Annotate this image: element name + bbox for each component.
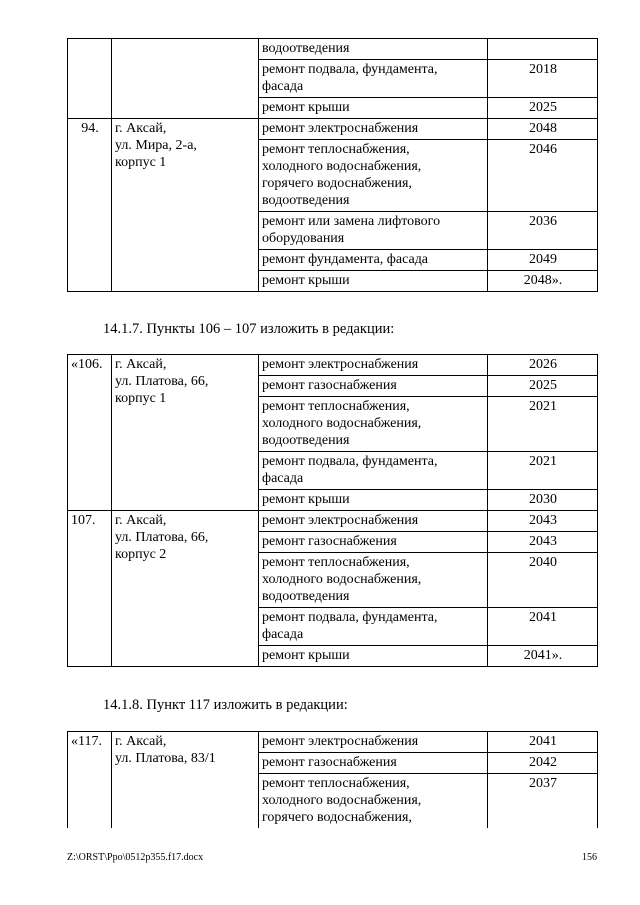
work-type: ремонт газоснабжения — [259, 532, 488, 553]
row-number — [68, 39, 112, 119]
row-address: г. Аксай, ул. Мира, 2-а, корпус 1 — [112, 119, 259, 292]
work-type: ремонт газоснабжения — [259, 376, 488, 397]
work-year: 2018 — [488, 60, 598, 98]
work-year: 2041 — [488, 608, 598, 646]
work-type: ремонт крыши — [259, 646, 488, 667]
work-year — [488, 39, 598, 60]
work-type: ремонт крыши — [259, 490, 488, 511]
table-item-117 — [67, 731, 598, 828]
work-year: 2025 — [488, 98, 598, 119]
work-year: 2021 — [488, 452, 598, 490]
work-type: водоотведения — [259, 39, 488, 60]
table-body — [68, 355, 598, 667]
row-address — [112, 39, 259, 119]
work-type: ремонт подвала, фундамента, фасада — [259, 452, 488, 490]
row-address: г. Аксай, ул. Платова, 83/1 — [112, 732, 259, 829]
table-body — [68, 732, 598, 829]
work-type: ремонт теплоснабжения, холодного водоснабжения, горячего водоснабжения, водоотведения — [259, 140, 488, 212]
work-year: 2043 — [488, 532, 598, 553]
work-type: ремонт электроснабжения — [259, 732, 488, 753]
work-year: 2042 — [488, 753, 598, 774]
work-year: 2048 — [488, 119, 598, 140]
work-year: 2040 — [488, 553, 598, 608]
work-type: ремонт крыши — [259, 271, 488, 292]
row-number: «106. — [68, 355, 112, 511]
table-row — [68, 39, 598, 60]
row-number: «117. — [68, 732, 112, 829]
row-address: г. Аксай, ул. Платова, 66, корпус 1 — [112, 355, 259, 511]
work-year: 2037 — [488, 774, 598, 829]
row-number: 94. — [68, 119, 112, 292]
work-year: 2036 — [488, 212, 598, 250]
work-type: ремонт теплоснабжения, холодного водоснабжения, горячего водоснабжения, — [259, 774, 488, 829]
footer-file-path: Z:\ORST\Ppo\0512p355.f17.docx — [67, 852, 204, 863]
work-year: 2048». — [488, 271, 598, 292]
work-type: ремонт электроснабжения — [259, 119, 488, 140]
table-body — [68, 39, 598, 292]
work-type: ремонт или замена лифтового оборудования — [259, 212, 488, 250]
work-year: 2041 — [488, 732, 598, 753]
table-row — [68, 511, 598, 532]
work-year: 2046 — [488, 140, 598, 212]
work-type: ремонт крыши — [259, 98, 488, 119]
work-type: ремонт подвала, фундамента, фасада — [259, 608, 488, 646]
footer-page-number: 156 — [582, 852, 597, 863]
work-year: 2025 — [488, 376, 598, 397]
work-type: ремонт теплоснабжения, холодного водоснабжения, водоотведения — [259, 553, 488, 608]
work-type: ремонт электроснабжения — [259, 511, 488, 532]
row-address: г. Аксай, ул. Платова, 66, корпус 2 — [112, 511, 259, 667]
table-row — [68, 355, 598, 376]
table-continuation — [67, 38, 598, 292]
work-type: ремонт теплоснабжения, холодного водоснабжения, водоотведения — [259, 397, 488, 452]
work-year: 2030 — [488, 490, 598, 511]
work-year: 2021 — [488, 397, 598, 452]
table-items-106-107 — [67, 354, 598, 667]
work-year: 2043 — [488, 511, 598, 532]
work-year: 2026 — [488, 355, 598, 376]
work-type: ремонт газоснабжения — [259, 753, 488, 774]
work-year: 2049 — [488, 250, 598, 271]
work-year: 2041». — [488, 646, 598, 667]
work-type: ремонт электроснабжения — [259, 355, 488, 376]
work-type: ремонт фундамента, фасада — [259, 250, 488, 271]
work-type: ремонт подвала, фундамента, фасада — [259, 60, 488, 98]
paragraph-14-1-7: 14.1.7. Пункты 106 – 107 изложить в редакции: — [103, 321, 395, 337]
table-row — [68, 732, 598, 753]
paragraph-14-1-8: 14.1.8. Пункт 117 изложить в редакции: — [103, 697, 348, 713]
row-number: 107. — [68, 511, 112, 667]
table-row — [68, 119, 598, 140]
